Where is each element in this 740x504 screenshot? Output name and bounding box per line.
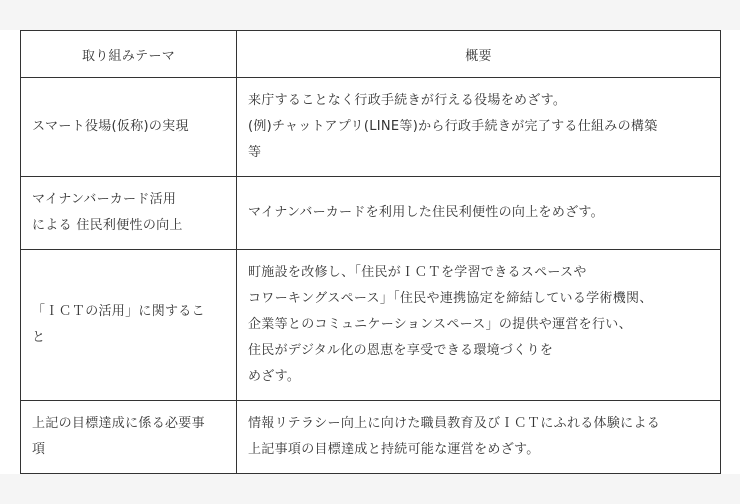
theme-line: マイナンバーカード活用 (32, 192, 177, 207)
overview-line: (例)チャットアプリ(LINE等)から行政手続きが完了する仕組みの構築 (248, 119, 658, 134)
table-header-row (21, 31, 721, 78)
table-row (21, 250, 721, 401)
theme-table (20, 30, 721, 474)
theme-cell (21, 177, 237, 250)
overview-cell (237, 177, 721, 250)
overview-line: 来庁することなく行政手続きが行える役場をめざす。 (248, 93, 567, 108)
table-row (21, 401, 721, 474)
document-page (0, 30, 740, 474)
theme-line: スマート役場(仮称)の実現 (32, 119, 189, 134)
header-overview: 概要 (237, 31, 721, 78)
theme-line: 「ＩＣＴの活用」に関するこ (32, 304, 205, 319)
overview-line: マイナンバーカードを利用した住民利便性の向上をめざす。 (248, 205, 604, 220)
overview-line: コワーキングスペース」「住民や連携協定を締結している学術機関、 (248, 291, 653, 306)
theme-cell (21, 250, 237, 401)
table-row (21, 177, 721, 250)
header-theme: 取り組みテーマ (21, 31, 237, 78)
overview-cell (237, 401, 721, 474)
table-row (21, 78, 721, 177)
overview-cell (237, 250, 721, 401)
theme-line: 項 (32, 442, 46, 457)
theme-line: による 住民利便性の向上 (32, 218, 183, 233)
overview-line: 住民がデジタル化の恩恵を享受できる環境づくりを (248, 343, 554, 358)
theme-cell (21, 401, 237, 474)
overview-line: 企業等とのコミュニケーションスペース」の提供や運営を行い、 (248, 317, 632, 332)
overview-line: めざす。 (248, 369, 301, 384)
theme-line: と (32, 330, 46, 345)
overview-line: 上記事項の目標達成と持続可能な運営をめざす。 (248, 442, 540, 457)
overview-line: 等 (248, 145, 262, 160)
theme-line: 上記の目標達成に係る必要事 (32, 416, 205, 431)
overview-cell (237, 78, 721, 177)
theme-cell (21, 78, 237, 177)
overview-line: 情報リテラシー向上に向けた職員教育及びＩＣＴにふれる体験による (248, 416, 661, 431)
overview-line: 町施設を改修し、「住民がＩＣＴを学習できるスペースや (248, 265, 587, 280)
